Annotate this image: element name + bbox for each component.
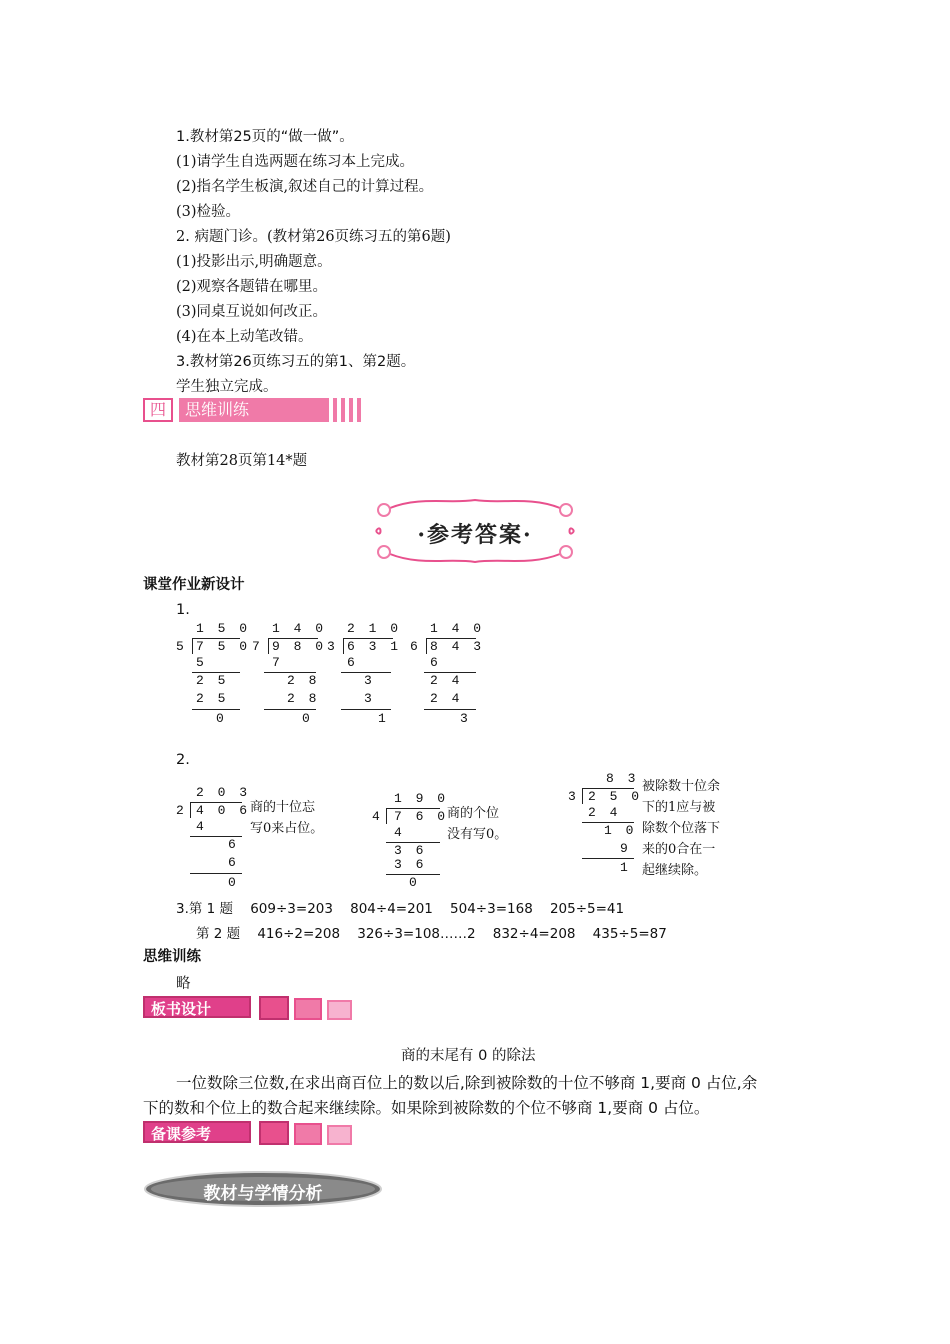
prep-tag: 备课参考	[143, 1121, 251, 1143]
answer-title: ·参考答案·	[417, 522, 533, 548]
tag-square-2	[294, 998, 322, 1020]
step: 6	[228, 837, 239, 852]
q3-line-2: 第 2 题 416÷2=208 326÷3=108……2 832÷4=208 435÷5=87	[196, 926, 667, 942]
line-6: (1)投影出示,明确题意。	[176, 254, 332, 270]
divisor: 3	[568, 789, 579, 804]
remainder: 3	[460, 711, 471, 726]
dividend: 7 6 0	[394, 809, 449, 824]
bracket-side	[426, 638, 427, 654]
dividend: 6 3 1	[347, 639, 402, 654]
section-title: 思维训练	[179, 398, 329, 422]
dividend: 2 5 0	[588, 789, 643, 804]
q2-division-2	[372, 791, 449, 892]
bracket-side	[190, 802, 191, 818]
line-11: 学生独立完成。	[176, 379, 278, 395]
stripe	[341, 398, 345, 422]
board-text-1: 一位数除三位数,在求出商百位上的数以后,除到被除数的十位不够商 1,要商 0 占位,余	[176, 1074, 758, 1092]
stripe	[349, 398, 353, 422]
note-line: 没有写0。	[447, 827, 508, 842]
q1-division-2	[252, 621, 327, 727]
board-title: 商的末尾有 0 的除法	[401, 1048, 536, 1064]
rule	[264, 709, 316, 710]
bracket-side	[386, 808, 387, 824]
q2-note-2	[447, 803, 507, 845]
note-line: 起继续除。	[642, 863, 708, 878]
line-1: 1.教材第25页的“做一做”。	[176, 129, 354, 145]
line-10: 3.教材第26页练习五的第1、第2题。	[176, 354, 416, 370]
bracket-side	[582, 788, 583, 804]
line-8: (3)同桌互说如何改正。	[176, 304, 328, 320]
note-line: 商的个位	[447, 806, 500, 821]
step: 6	[430, 655, 441, 670]
rule	[190, 873, 242, 874]
note-line: 除数个位落下	[642, 821, 721, 836]
section-number: 四	[143, 398, 173, 422]
bracket-side	[268, 638, 269, 654]
step: 5	[196, 655, 207, 670]
step: 3	[364, 673, 375, 688]
note-line: 商的十位忘	[250, 800, 316, 815]
analysis-banner	[143, 1170, 383, 1208]
quotient: 2 0 3	[196, 785, 251, 800]
line-2: (1)请学生自选两题在练习本上完成。	[176, 154, 415, 170]
tag-square-2	[294, 1123, 322, 1145]
step: 1 0	[604, 823, 637, 838]
note-line: 下的1应与被	[642, 800, 716, 815]
q2-note-1	[250, 797, 323, 839]
step: 2 8	[287, 673, 320, 688]
q1-division-4	[410, 621, 485, 727]
q1-division-1	[176, 621, 251, 727]
step: 7	[272, 655, 283, 670]
rule	[582, 858, 634, 859]
rule	[192, 709, 240, 710]
note-line: 被除数十位余	[642, 779, 721, 794]
q1-division-3	[327, 621, 402, 727]
divisor: 3	[327, 639, 338, 654]
note-line: 来的0合在一	[642, 842, 716, 857]
bracket-side	[343, 638, 344, 654]
step: 4	[394, 825, 405, 840]
step: 6	[228, 855, 239, 870]
rule	[424, 709, 476, 710]
step: 3 6	[394, 843, 427, 858]
tag-square-3	[327, 1000, 352, 1020]
line-4: (3)检验。	[176, 204, 241, 220]
stripe	[357, 398, 361, 422]
quotient: 1 4 0	[430, 621, 485, 636]
divisor: 7	[252, 639, 263, 654]
tag-square-1	[259, 1121, 289, 1145]
step: 2 8	[287, 691, 320, 706]
q2-label: 2.	[176, 752, 190, 768]
remainder: 1	[620, 860, 631, 875]
line-3: (2)指名学生板演,叙述自己的计算过程。	[176, 179, 434, 195]
analysis-title: 教材与学情分析	[203, 1184, 323, 1203]
quotient: 1 9 0	[394, 791, 449, 806]
remainder: 0	[302, 711, 313, 726]
remainder: 0	[409, 875, 420, 890]
bracket-side	[192, 638, 193, 654]
stripe	[333, 398, 337, 422]
dividend: 9 8 0	[272, 639, 327, 654]
q2-note-3	[642, 776, 720, 881]
quotient: 8 3	[606, 771, 639, 786]
step: 2 4	[430, 691, 463, 706]
q3-line-1: 3.第 1 题 609÷3=203 804÷4=201 504÷3=168 205÷5=41	[176, 901, 625, 917]
thinking-answer: 略	[176, 976, 191, 992]
divisor: 6	[410, 639, 421, 654]
dividend: 4 0 6	[196, 803, 251, 818]
q1-label: 1.	[176, 602, 190, 618]
remainder: 0	[216, 711, 227, 726]
divisor: 5	[176, 639, 187, 654]
q2-division-3	[568, 771, 643, 877]
divisor: 2	[176, 803, 187, 818]
homework-heading: 课堂作业新设计	[143, 577, 245, 593]
answer-banner	[370, 494, 580, 568]
remainder: 0	[228, 875, 239, 890]
step: 6	[347, 655, 358, 670]
rule	[341, 709, 391, 710]
board-text-2: 下的数和个位上的数合起来继续除。如果除到被除数的个位不够商 1,要商 0 占位。	[143, 1099, 710, 1117]
step: 2 4	[588, 805, 621, 820]
note-line: 写0来占位。	[250, 821, 324, 836]
line-5: 2. 病题门诊。(教材第26页练习五的第6题)	[176, 229, 451, 245]
dividend: 7 5 0	[196, 639, 251, 654]
tag-square-3	[327, 1125, 352, 1145]
section-banner-thinking	[143, 398, 361, 422]
textbook-ref: 教材第28页第14*题	[176, 453, 308, 469]
divisor: 4	[372, 809, 383, 824]
line-9: (4)在本上动笔改错。	[176, 329, 313, 345]
step: 2 5	[196, 673, 229, 688]
quotient: 1 5 0	[196, 621, 251, 636]
step: 3	[364, 691, 375, 706]
step: 2 5	[196, 691, 229, 706]
quotient: 2 1 0	[347, 621, 402, 636]
board-design-tag: 板书设计	[143, 996, 251, 1018]
line-7: (2)观察各题错在哪里。	[176, 279, 328, 295]
step: 2 4	[430, 673, 463, 688]
quotient: 1 4 0	[272, 621, 327, 636]
step: 9	[620, 841, 631, 856]
step: 3 6	[394, 857, 427, 872]
tag-square-1	[259, 996, 289, 1020]
dividend: 8 4 3	[430, 639, 485, 654]
step: 4	[196, 819, 207, 834]
thinking-heading: 思维训练	[143, 949, 201, 965]
q2-division-1	[176, 785, 251, 891]
remainder: 1	[378, 711, 389, 726]
